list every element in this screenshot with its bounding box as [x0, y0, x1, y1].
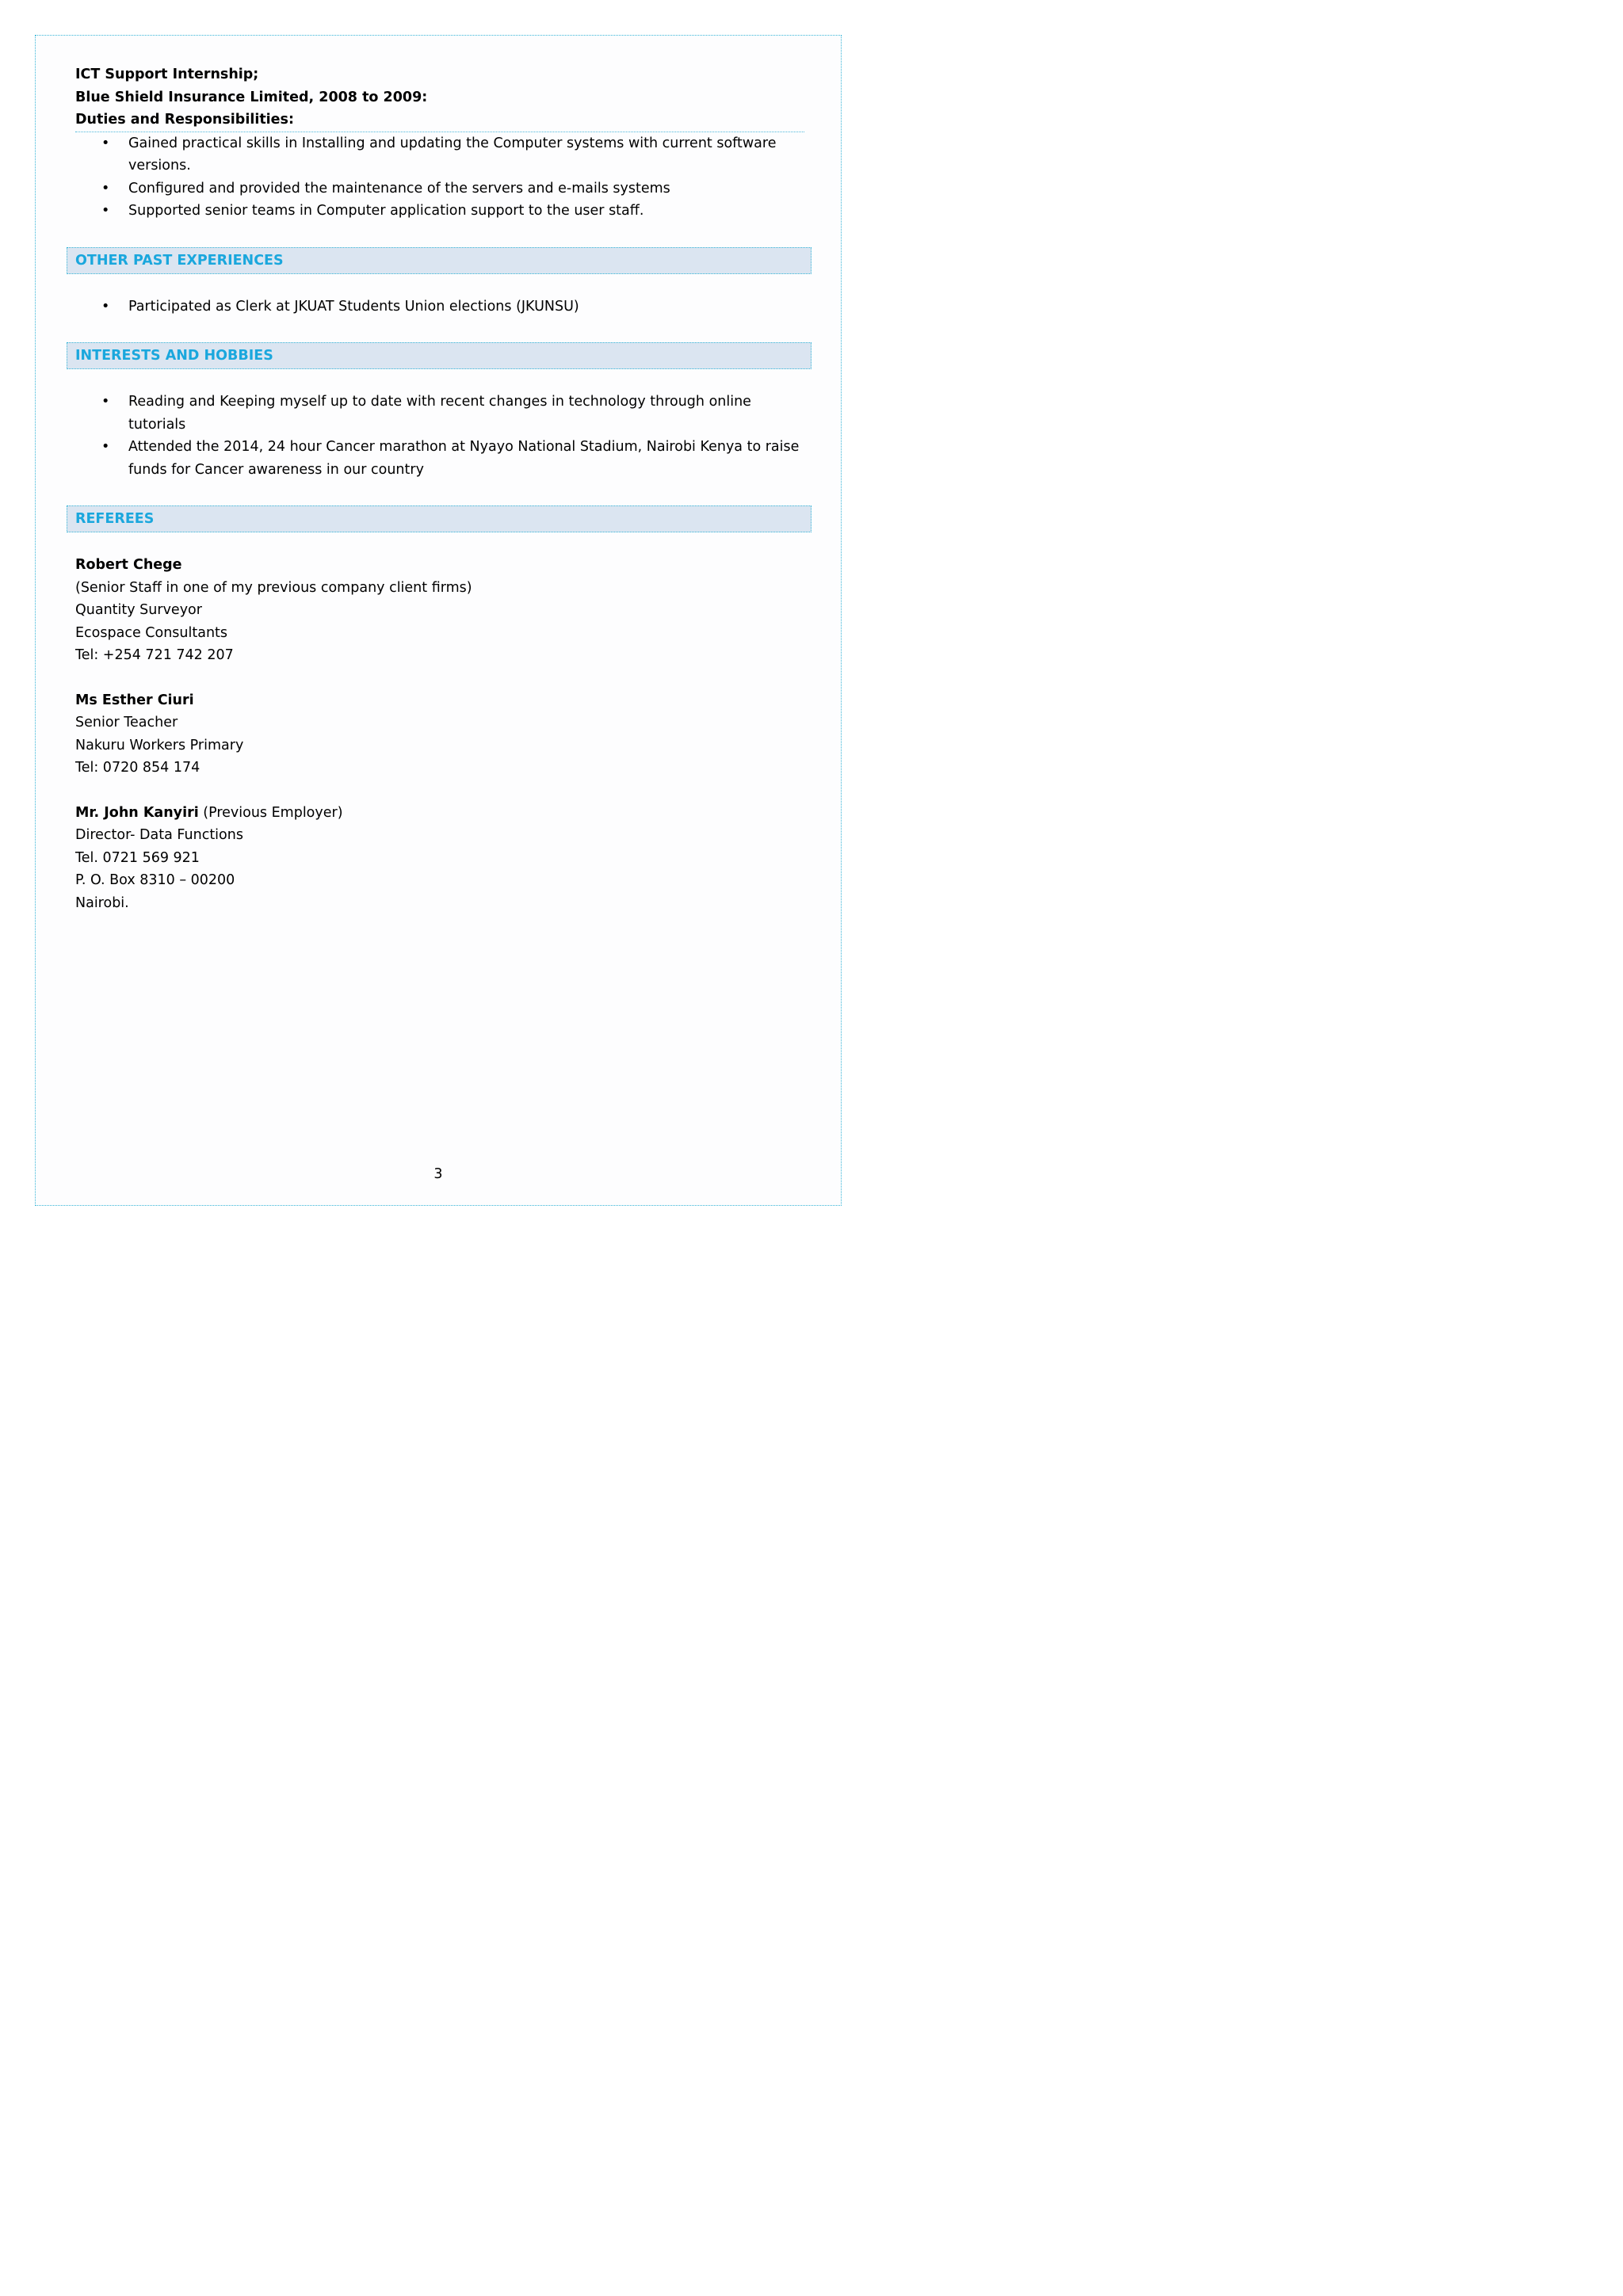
resume-page-content [75, 63, 812, 914]
bullet-icon: • [101, 394, 110, 410]
section-heading-referees: REFEREES [67, 505, 812, 532]
list-item [75, 436, 812, 481]
duties-heading: Duties and Responsibilities: [75, 109, 804, 132]
referee-block [75, 554, 812, 667]
referee-detail: Director- Data Functions [75, 827, 243, 843]
list-item [75, 296, 812, 318]
referee-block [75, 802, 812, 915]
referee-address: P. O. Box 8310 – 00200 [75, 872, 235, 888]
referee-block [75, 689, 812, 780]
list-item [75, 177, 812, 200]
referee-detail: (Senior Staff in one of my previous company client firms) [75, 579, 472, 596]
experience-text: Participated as Clerk at JKUAT Students Union elections (JKUNSU) [128, 298, 579, 315]
duty-text: Supported senior teams in Computer application support to the user staff. [128, 203, 644, 219]
list-item [75, 200, 812, 223]
referee-phone: Tel. 0721 569 921 [75, 849, 200, 866]
referee-detail: Quantity Surveyor [75, 602, 202, 618]
list-item [75, 132, 812, 177]
page-number: 3 [433, 1166, 443, 1182]
referee-city: Nairobi. [75, 894, 129, 911]
referee-name: Robert Chege [75, 557, 182, 573]
bullet-icon: • [101, 135, 110, 151]
internship-company: Blue Shield Insurance Limited, 2008 to 2009: [75, 89, 428, 105]
referee-name-line [75, 802, 812, 825]
referee-name: Mr. John Kanyiri [75, 804, 199, 821]
duty-text: Gained practical skills in Installing and updating the Computer systems with current software versions. [128, 135, 777, 174]
bullet-icon: • [101, 180, 110, 196]
bullet-icon: • [101, 439, 110, 455]
referee-detail: Nakuru Workers Primary [75, 737, 244, 753]
referee-phone: Tel: +254 721 742 207 [75, 647, 234, 663]
bullet-icon: • [101, 298, 110, 315]
internship-title: ICT Support Internship; [75, 67, 259, 82]
list-item [75, 391, 812, 436]
bullet-icon: • [101, 203, 110, 219]
referee-detail: Senior Teacher [75, 715, 178, 730]
duty-text: Configured and provided the maintenance of the servers and e-mails systems [128, 180, 670, 196]
duties-list [75, 132, 812, 223]
other-experiences-list [75, 296, 812, 318]
referee-detail: Ecospace Consultants [75, 624, 228, 641]
referee-name: Ms Esther Ciuri [75, 692, 194, 708]
interest-text: Attended the 2014, 24 hour Cancer marathon at Nyayo National Stadium, Nairobi Kenya to raise funds for Cancer awareness in our country [128, 439, 800, 478]
interests-list [75, 391, 812, 481]
referee-phone: Tel: 0720 854 174 [75, 760, 200, 776]
section-heading-interests-and-hobbies: INTERESTS AND HOBBIES [67, 342, 812, 369]
referee-name-suffix: (Previous Employer) [198, 804, 343, 821]
interest-text: Reading and Keeping myself up to date with recent changes in technology through online tutorials [128, 394, 751, 433]
section-heading-other-past-experiences: OTHER PAST EXPERIENCES [67, 247, 812, 274]
